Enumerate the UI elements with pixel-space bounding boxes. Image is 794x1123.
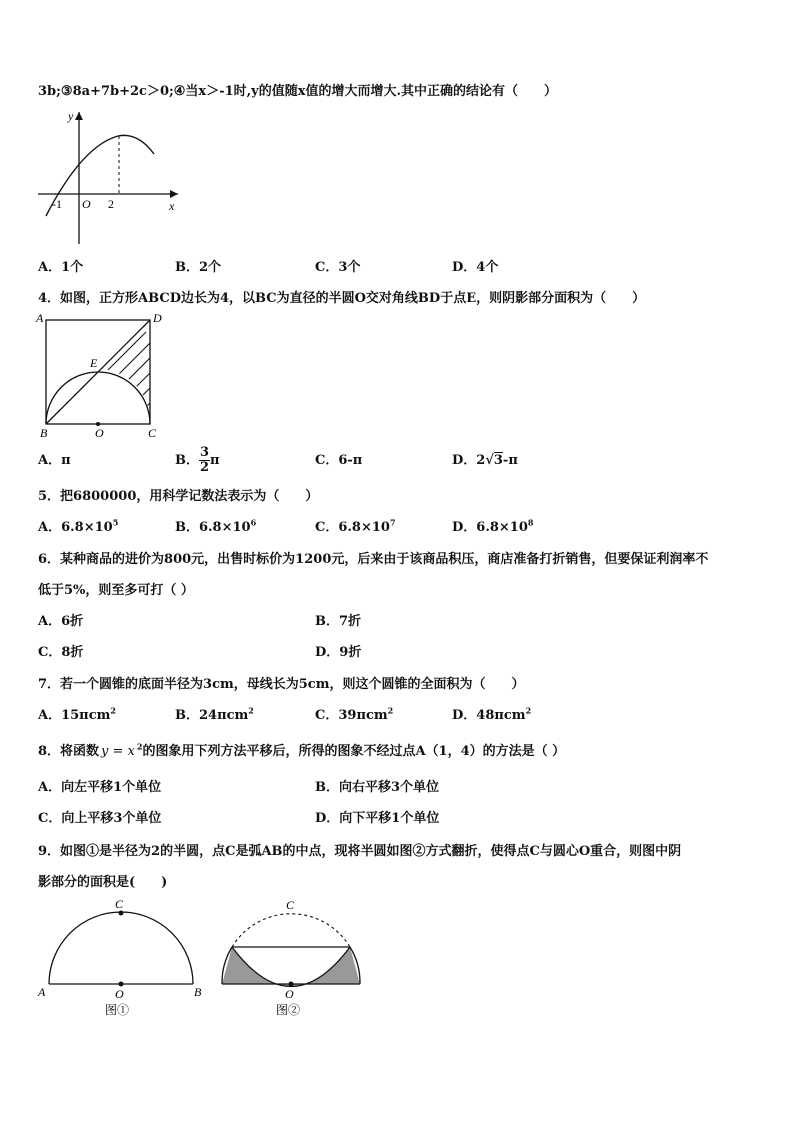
q4-stem: 4．如图，正方形ABCD边长为4，以BC为直径的半圆O交对角线BD于点E，则阴影部分面积为（ ）	[38, 291, 646, 306]
q4-option-d-suffix: -π	[502, 453, 518, 468]
q6-option-c[interactable]: C．8折	[38, 645, 84, 660]
q3-option-c[interactable]: C．3个	[315, 260, 361, 275]
y-axis-label: y	[68, 109, 74, 123]
option-text: D．48πcm	[452, 708, 526, 723]
q5-option-b[interactable]	[175, 517, 257, 536]
point-c-label: C	[115, 897, 124, 911]
q5-option-a[interactable]	[38, 517, 119, 536]
q4-square-figure	[36, 312, 176, 442]
function-expression: y = x	[101, 744, 135, 759]
exponent: 6	[250, 517, 257, 528]
exponent: 2	[248, 705, 254, 716]
exponent: 2	[525, 705, 532, 716]
q4-option-b-prefix: B．	[175, 453, 199, 468]
q3-option-a[interactable]: A．1个	[38, 260, 84, 275]
q9-stem-line1: 9．如图①是半径为2的半圆，点C是弧AB的中点，现将半圆如图②方式翻折，使得点C与圆心O重合，则图中阴	[38, 844, 682, 859]
q7-option-a[interactable]	[38, 705, 116, 724]
q7-option-b[interactable]	[175, 705, 254, 724]
q3-option-d[interactable]: D．4个	[452, 260, 499, 275]
q9-figure-2	[214, 896, 384, 1021]
q3-stem: 3b;③8a+7b+2c＞0;④当x＞-1时,y的值随x值的增大而增大.其中正确的结论有（ ）	[38, 84, 557, 99]
q8-option-a[interactable]: A．向左平移1个单位	[38, 780, 162, 795]
q6-option-a[interactable]: A．6折	[38, 614, 84, 629]
figure-caption: 图②	[276, 1003, 301, 1017]
exponent: 5	[112, 517, 119, 528]
q8-option-d[interactable]: D．向下平移1个单位	[315, 811, 440, 826]
q3-parabola-graph	[30, 108, 190, 248]
option-text: A．6.8×10	[38, 520, 113, 535]
q8-option-b[interactable]: B．向右平移3个单位	[315, 780, 440, 795]
sqrt-icon: √	[485, 453, 494, 468]
denominator: 2	[200, 460, 210, 475]
figure-caption: 图①	[105, 1003, 130, 1017]
q6-option-d[interactable]: D．9折	[315, 645, 362, 660]
center-o-label: O	[95, 426, 104, 440]
q5-stem: 5．把6800000，用科学记数法表示为（ ）	[38, 489, 319, 504]
q4-option-d-prefix: D．2	[452, 453, 486, 468]
option-text: D．6.8×10	[452, 520, 528, 535]
stem-text: 8．将函数	[38, 744, 100, 759]
numerator: 3	[200, 445, 210, 460]
vertex-a-label: A	[36, 311, 44, 325]
point-b-label: B	[194, 985, 202, 999]
q4-option-b-suffix: π	[210, 453, 220, 468]
q6-stem-line2: 低于5%，则至多可打（ ）	[38, 583, 194, 598]
q8-option-c[interactable]: C．向上平移3个单位	[38, 811, 162, 826]
vertex-c-label: C	[148, 426, 157, 440]
center-o-label: O	[115, 987, 124, 1001]
origin-label: O	[82, 197, 91, 211]
fraction	[199, 446, 210, 475]
q6-stem-line1: 6．某种商品的进价为800元，出售时标价为1200元，后来由于该商品积压，商店准备打折销售，但要保证利润率不	[38, 552, 709, 567]
vertex-b-label: B	[40, 426, 48, 440]
q4-option-a[interactable]: A．π	[38, 453, 71, 468]
q3-option-b[interactable]: B．2个	[175, 260, 222, 275]
radicand: 3	[493, 453, 503, 468]
q7-option-c[interactable]	[315, 705, 394, 724]
option-text: B．24πcm	[175, 708, 249, 723]
exponent: 2	[136, 741, 143, 752]
stem-text: 的图象用下列方法平移后，所得的图象不经过点A（1，4）的方法是（ ）	[142, 744, 566, 759]
q7-stem: 7．若一个圆锥的底面半径为3cm，母线长为5cm，则这个圆锥的全面积为（ ）	[38, 677, 525, 692]
q8-stem	[38, 741, 566, 760]
point-e-label: E	[90, 356, 98, 370]
exponent: 7	[389, 517, 396, 528]
q5-option-c[interactable]	[315, 517, 396, 536]
option-text: C．39πcm	[315, 708, 388, 723]
point-a-label: A	[38, 985, 46, 999]
q4-option-d[interactable]	[452, 453, 518, 469]
option-text: A．15πcm	[38, 708, 111, 723]
vertex-d-label: D	[153, 311, 162, 325]
q4-option-c[interactable]: C．6-π	[315, 453, 363, 468]
tick-label-minus1: -1	[52, 197, 62, 211]
x-axis-label: x	[169, 199, 175, 213]
q6-option-b[interactable]: B．7折	[315, 614, 362, 629]
exponent: 2	[387, 705, 394, 716]
option-text: B．6.8×10	[175, 520, 251, 535]
q9-stem-line2: 影部分的面积是( )	[38, 875, 168, 890]
tick-label-2: 2	[108, 197, 114, 211]
q9-figure-1	[36, 896, 216, 1021]
option-text: C．6.8×10	[315, 520, 390, 535]
exponent: 2	[110, 705, 116, 716]
q5-option-d[interactable]	[452, 517, 534, 536]
point-c-label: C	[286, 898, 295, 912]
q4-option-b[interactable]	[175, 439, 220, 483]
exponent: 8	[527, 517, 534, 528]
center-o-label: O	[285, 987, 294, 1001]
q7-option-d[interactable]	[452, 705, 532, 724]
